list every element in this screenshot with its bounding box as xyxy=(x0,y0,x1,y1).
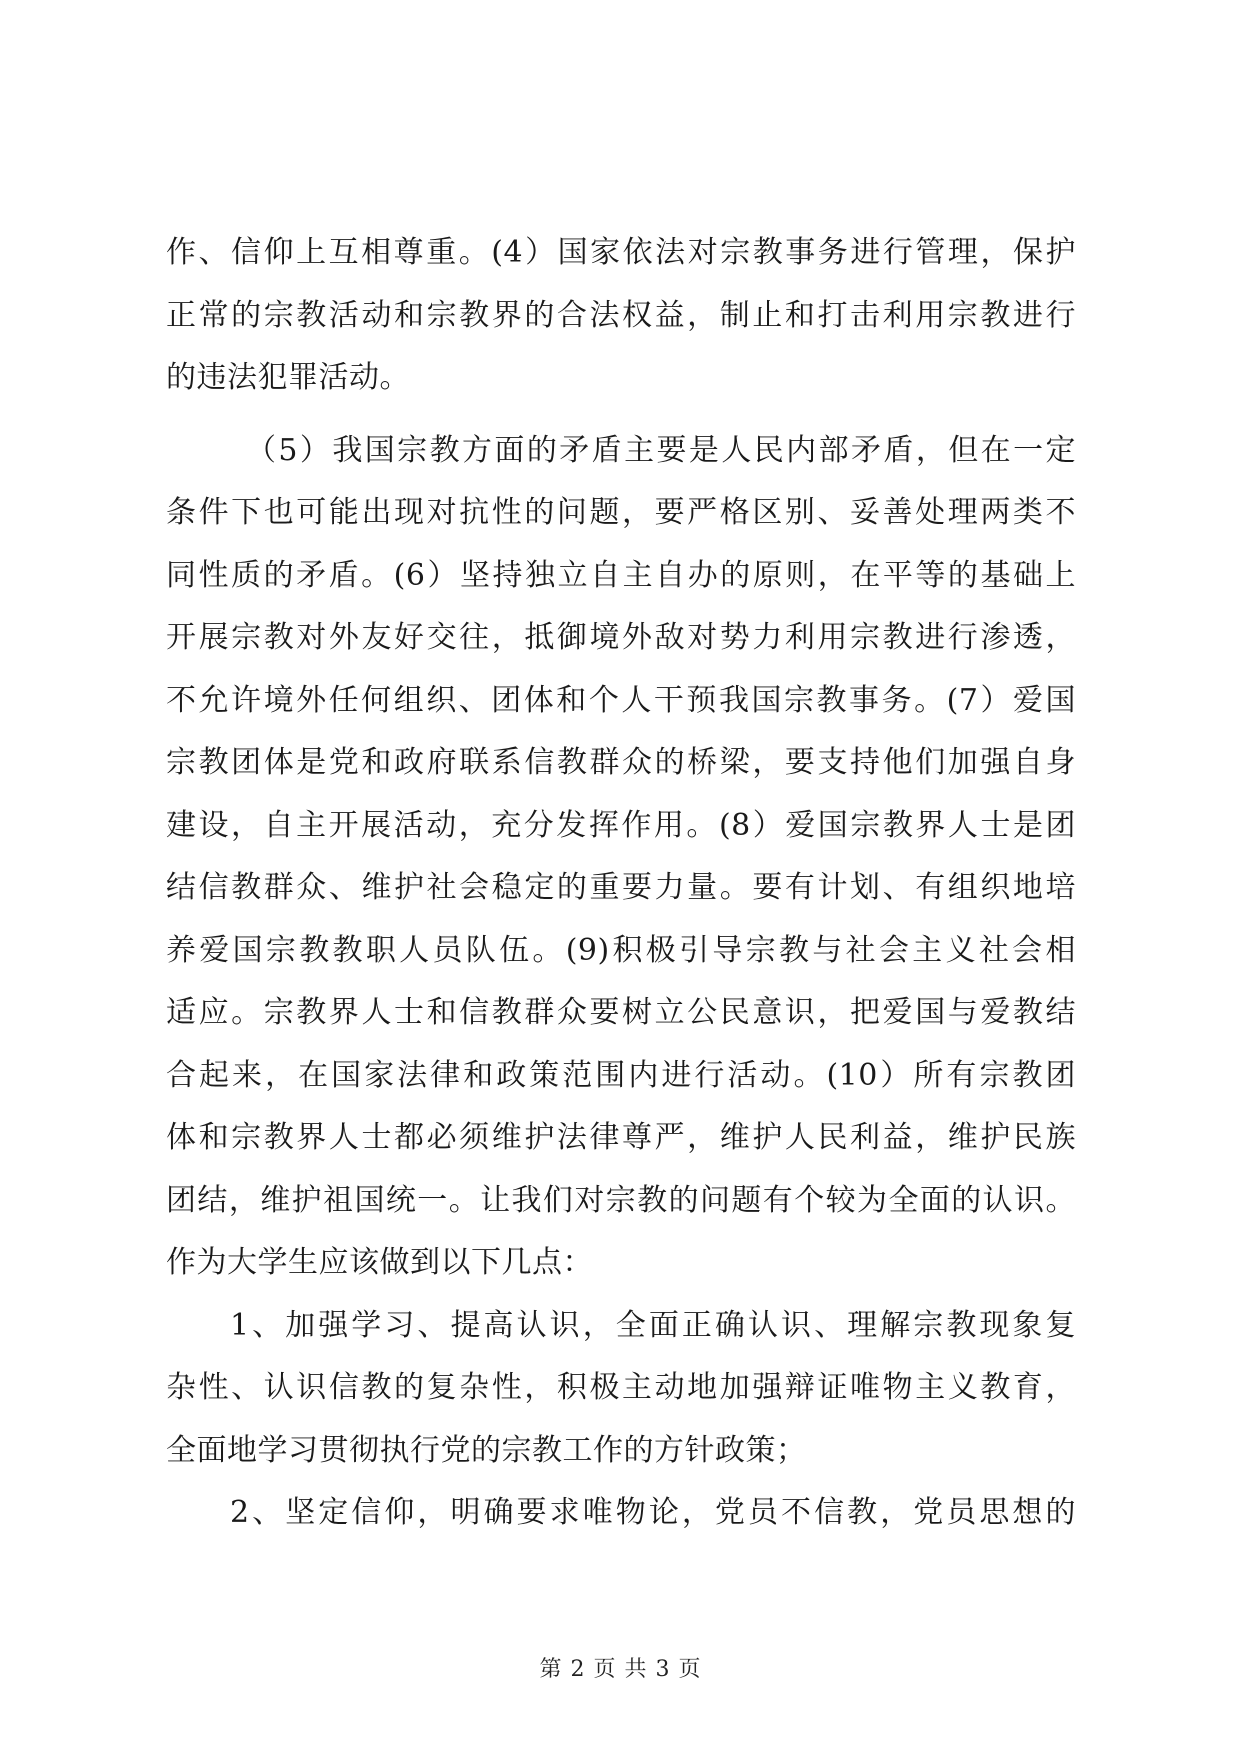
text-line: 不允许境外任何组织、团体和个人干预我国宗教事务。(7）爱国 xyxy=(166,682,1076,718)
text-line: 2、坚定信仰，明确要求唯物论，党员不信教，党员思想的 xyxy=(230,1495,1076,1530)
text-line: 杂性、认识信教的复杂性，积极主动地加强辩证唯物主义教育， xyxy=(166,1370,1076,1405)
text-line: 适应。宗教界人士和信教群众要树立公民意识，把爱国与爱教结 xyxy=(166,995,1076,1030)
text-line: （5）我国宗教方面的矛盾主要是人民内部矛盾，但在一定 xyxy=(246,432,1076,468)
page-number-footer: 第 2 页 共 3 页 xyxy=(539,1657,702,1682)
text-line: 的违法犯罪活动。 xyxy=(166,360,410,395)
text-line: 作、信仰上互相尊重。(4）国家依法对宗教事务进行管理，保护 xyxy=(166,235,1076,270)
text-line: 开展宗教对外友好交往，抵御境外敌对势力利用宗教进行渗透， xyxy=(166,620,1076,655)
document-body xyxy=(166,222,1076,1545)
text-line: 条件下也可能出现对抗性的问题，要严格区别、妥善处理两类不 xyxy=(166,495,1076,530)
text-line: 全面地学习贯彻执行党的宗教工作的方针政策； xyxy=(166,1432,807,1468)
text-line: 团结，维护祖国统一。让我们对宗教的问题有个较为全面的认识。 xyxy=(166,1182,1076,1218)
text-line: 合起来，在国家法律和政策范围内进行活动。(10）所有宗教团 xyxy=(166,1057,1076,1093)
text-line: 作为大学生应该做到以下几点： xyxy=(166,1245,593,1280)
text-line: 体和宗教界人士都必须维护法律尊严，维护人民利益，维护民族 xyxy=(166,1120,1076,1155)
text-line: 养爱国宗教教职人员队伍。(9)积极引导宗教与社会主义社会相 xyxy=(166,932,1076,968)
text-line: 宗教团体是党和政府联系信教群众的桥梁，要支持他们加强自身 xyxy=(166,745,1076,780)
text-line: 1、加强学习、提高认识，全面正确认识、理解宗教现象复 xyxy=(230,1307,1076,1343)
text-line: 建设，自主开展活动，充分发挥作用。(8）爱国宗教界人士是团 xyxy=(166,807,1076,843)
text-line: 正常的宗教活动和宗教界的合法权益，制止和打击利用宗教进行 xyxy=(166,297,1076,333)
text-line: 结信教群众、维护社会稳定的重要力量。要有计划、有组织地培 xyxy=(166,870,1076,905)
text-line: 同性质的矛盾。(6）坚持独立自主自办的原则，在平等的基础上 xyxy=(166,557,1076,593)
